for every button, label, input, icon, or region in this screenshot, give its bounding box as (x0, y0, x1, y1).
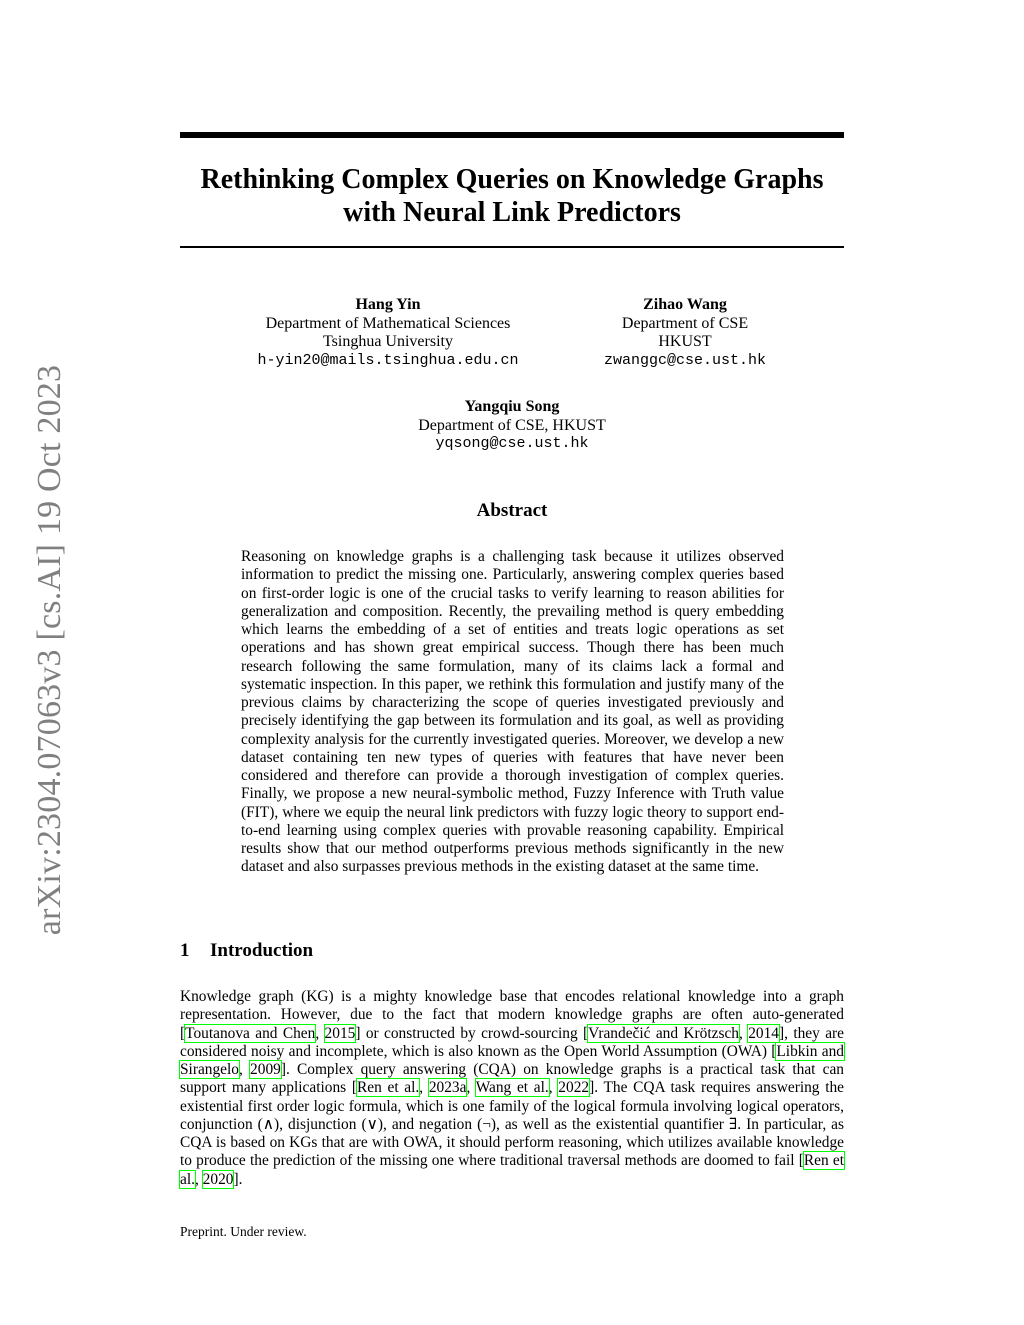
citation-link[interactable]: Ren et al. (180, 1152, 844, 1188)
citation-link[interactable]: 2023a (428, 1079, 467, 1097)
intro-text: ], they are considered noisy and incomplete, which is also known as the Open World Assumption (OWA) [ (180, 1024, 844, 1060)
intro-text: , (419, 1079, 429, 1097)
author-name: Yangqiu Song (464, 398, 560, 415)
author-name: Hang Yin (355, 296, 421, 313)
citation-link[interactable]: 2020 (202, 1170, 234, 1188)
arxiv-identifier: arXiv:2304.07063v3 [cs.AI] 19 Oct 2023 (31, 364, 68, 936)
citation-link[interactable]: Vrandečić and Krötzsch (588, 1024, 739, 1042)
author-email: yqsong@cse.ust.hk (435, 435, 589, 452)
title-line-2: with Neural Link Predictors (343, 197, 681, 228)
citation-link[interactable]: 2022 (558, 1079, 590, 1097)
author-affiliation: Department of Mathematical Sciences (265, 314, 511, 332)
title-line-1: Rethinking Complex Queries on Knowledge Graphs (200, 164, 824, 195)
intro-text: ] or constructed by crowd-sourcing [ (355, 1024, 589, 1042)
intro-text: , (466, 1079, 476, 1097)
intro-text: , (738, 1024, 749, 1042)
intro-text: , (239, 1061, 251, 1078)
section-title: Introduction (210, 940, 314, 961)
intro-text: , (194, 1170, 203, 1188)
citation-link[interactable]: 2014 (748, 1024, 779, 1042)
footer-note: Preprint. Under review. (180, 1224, 307, 1239)
author-name: Zihao Wang (643, 296, 727, 313)
section-number: 1 (180, 940, 190, 961)
author-affiliation: Tsinghua University (323, 333, 453, 350)
citation-link[interactable]: Toutanova and Chen (185, 1024, 316, 1042)
paper-title (180, 163, 844, 229)
author-block (585, 296, 785, 370)
author-email: zwanggc@cse.ust.hk (603, 351, 767, 369)
intro-text: ]. (233, 1170, 243, 1188)
citation-link[interactable]: Ren et al. (356, 1079, 420, 1097)
author-affiliation: Department of CSE (621, 314, 749, 332)
author-block (362, 398, 662, 454)
author-affiliation: Department of CSE, HKUST (418, 416, 606, 434)
intro-text: ]. The CQA task requires answering the existential first order logic formula, which is one family of the logical formula involving logical operators, conjunction (∧), disjunction (∨), and negation (¬), as well as the existential quantifier ∃. In particular, as CQA is based on KGs that are with OWA, it should perform reasoning, which utilizes available knowledge to produce the prediction of the missing one where traditional traversal methods are doomed to fail [ (180, 1079, 844, 1170)
abstract-text: Reasoning on knowledge graphs is a challenging task because it utilizes observed information to predict the missing one. Particularly, answering complex queries based on first-order logic is one of the crucial tasks to verify learning to reason abilities for generalization and composition. Recently, the prevailing method is query embedding which learns the embedding of a set of entities and treats logic operations as set operations and has shown great empirical success. Though there has been much research following the same formulation, many of its claims lack a formal and systematic inspection. In this paper, we rethink this formulation and justify many of the previous claims by characterizing the scope of queries investigated previously and precisely identifying the gap between its formulation and its goal, as well as providing complexity analysis for the currently investigated queries. Moreover, we develop a new dataset containing ten new types of queries with features that have never been considered and therefore can provide a thorough investigation of complex queries. Finally, we propose a new neural-symbolic method, Fuzzy Inference with Truth value (FIT), where we equip the neural link predictors with fuzzy logic theory to support end-to-end learning using complex queries with provable reasoning capability. Empirical results show that our method outperforms previous methods significantly in the new dataset and also surpasses previous methods in the existing dataset at the same time. (241, 548, 784, 876)
intro-text: Knowledge graph (KG) is a mighty knowledge base that encodes relational knowledge into a graph representation. However, due to the fact that modern knowledge graphs are often auto-generated [ (180, 988, 844, 1042)
author-email: h-yin20@mails.tsinghua.edu.cn (257, 351, 519, 369)
section-heading-introduction (180, 940, 313, 962)
author-affiliation: HKUST (658, 333, 712, 350)
intro-text: ]. Complex query answering (CQA) on knowledge graphs is a practical task that can support many applications [ (180, 1061, 844, 1097)
citation-link[interactable]: 2009 (250, 1061, 281, 1078)
title-bottom-rule (180, 246, 844, 248)
title-top-rule (180, 132, 844, 138)
abstract-heading: Abstract (476, 500, 548, 521)
intro-text: , (315, 1024, 325, 1042)
citation-link[interactable]: Wang et al. (475, 1079, 549, 1097)
citation-link[interactable]: Libkin and Sirangelo (180, 1042, 844, 1078)
introduction-paragraph (180, 988, 844, 1189)
author-block (238, 296, 538, 370)
intro-text: , (548, 1079, 559, 1097)
citation-link[interactable]: 2015 (324, 1024, 356, 1042)
